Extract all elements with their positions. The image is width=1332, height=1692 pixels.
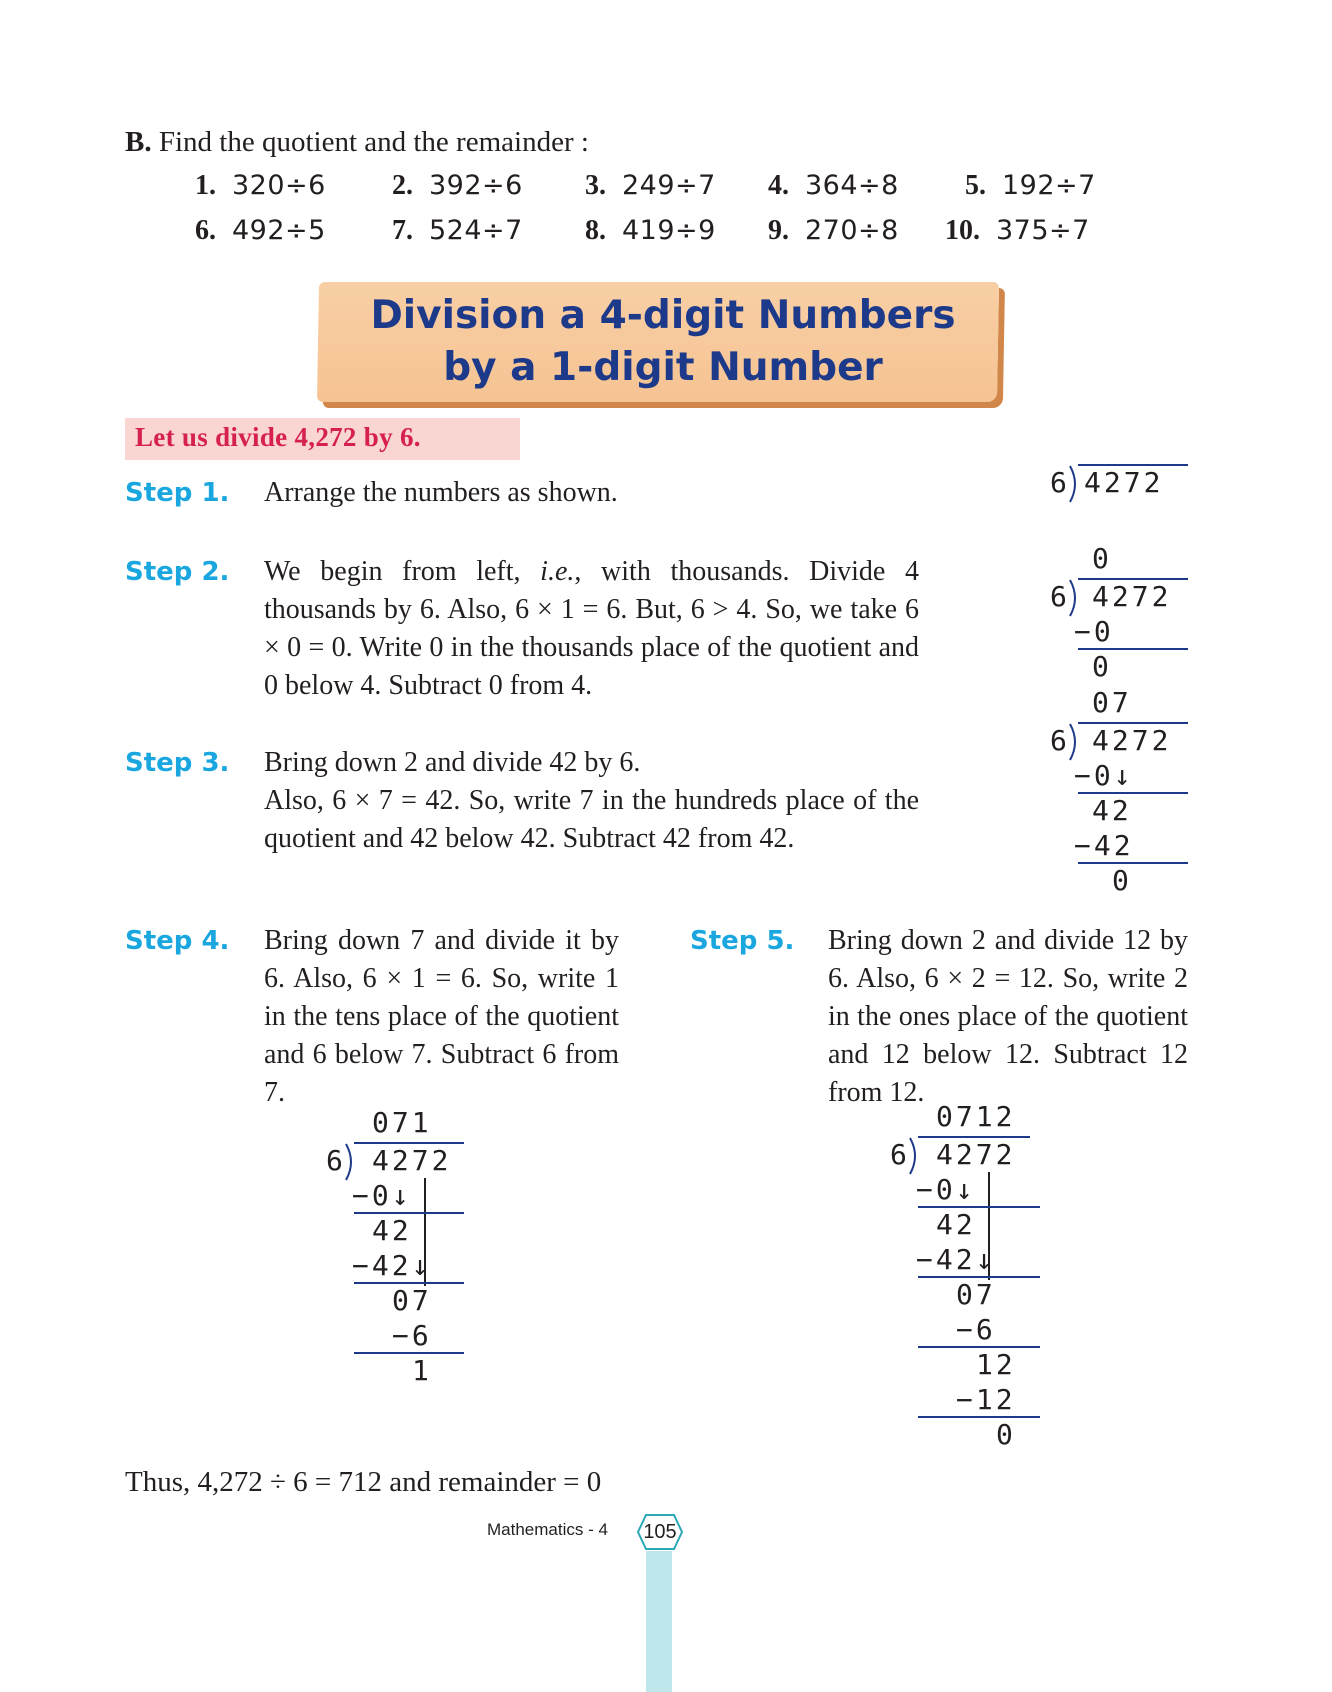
quotient: 071 xyxy=(372,1106,432,1139)
exercise-expression: 524÷7 xyxy=(429,215,523,246)
quotient: 0 xyxy=(1092,542,1112,575)
subtract-line xyxy=(1078,862,1188,864)
title-line-1: Division a 4-digit Numbers xyxy=(370,293,956,338)
difference-row: 42 xyxy=(1092,794,1132,827)
divisor: 6 xyxy=(1050,580,1070,613)
exercise-item xyxy=(195,170,326,202)
exercise-item xyxy=(585,215,716,247)
division-bracket-icon xyxy=(908,1136,922,1176)
exercise-item xyxy=(585,170,716,202)
subtract-row: −12 xyxy=(956,1383,1016,1416)
difference-row: 07 xyxy=(956,1278,996,1311)
division-bar xyxy=(1078,464,1188,466)
divisor: 6 xyxy=(1050,466,1070,499)
section-title xyxy=(318,290,1008,394)
divisor: 6 xyxy=(1050,724,1070,757)
step-5-label: Step 5. xyxy=(690,926,795,956)
division-step-1 xyxy=(1050,464,1190,514)
book-title: Mathematics - 4 xyxy=(487,1520,608,1539)
exercise-expression: 192÷7 xyxy=(1002,170,1096,201)
difference-row: 07 xyxy=(392,1284,432,1317)
dividend: 4272 xyxy=(1092,580,1172,613)
exercise-expression: 375÷7 xyxy=(996,215,1090,246)
title-line-2: by a 1-digit Number xyxy=(443,345,883,390)
exercise-number: 4. xyxy=(768,170,789,201)
exercise-number: 2. xyxy=(392,170,413,201)
dividend: 4272 xyxy=(1092,724,1172,757)
division-bracket-icon xyxy=(1068,464,1082,504)
step-4-label: Step 4. xyxy=(125,926,230,956)
dividend: 4272 xyxy=(936,1138,1016,1171)
remainder-row: 1 xyxy=(412,1354,432,1387)
exercise-number: 1. xyxy=(195,170,216,201)
exercise-number: 10. xyxy=(945,215,980,246)
step-1-label: Step 1. xyxy=(125,478,230,508)
exercise-item xyxy=(195,215,326,247)
exercise-number: 8. xyxy=(585,215,606,246)
divisor: 6 xyxy=(890,1138,910,1171)
subtract-row: −6 xyxy=(956,1313,996,1346)
page-number-text: 105 xyxy=(643,1521,677,1543)
difference-row: 42 xyxy=(936,1208,976,1241)
exercise-expression: 320÷6 xyxy=(232,170,326,201)
exercise-item xyxy=(392,215,523,247)
exercise-item xyxy=(965,170,1096,202)
intro-highlight xyxy=(125,418,520,460)
division-bracket-icon xyxy=(344,1142,358,1182)
exercise-heading xyxy=(125,126,589,159)
difference-row: 0 xyxy=(1092,650,1112,683)
step-2-text: We begin from left, i.e., with thousands. Divide 4 thousands by 6. Also, 6 × 1 = 6. But, 6 > 4. So, we take 6 × 0 = 0. Write 0 in the thousands place of the quotient and 0 below 4. Subtract 0 from 4. xyxy=(264,556,919,701)
section-instruction: Find the quotient and the remainder : xyxy=(158,126,589,158)
exercise-item xyxy=(768,215,899,247)
exercise-expression: 419÷9 xyxy=(622,215,716,246)
subtract-row: −42↓ xyxy=(916,1243,996,1276)
difference-row: 0 xyxy=(1112,864,1132,897)
subtract-row: −0↓ xyxy=(916,1173,976,1206)
divisor: 6 xyxy=(326,1144,346,1177)
exercise-item xyxy=(392,170,523,202)
ie-abbrev: i.e. xyxy=(540,556,575,587)
intro-text: Let us divide 4,272 by 6. xyxy=(135,422,421,452)
step-4-text: Bring down 7 and divide it by 6. Also, 6 × 1 = 6. So, write 1 in the tens place of the quotient and 6 below 7. Subtract 6 from 7. xyxy=(264,925,619,1108)
difference-row: 12 xyxy=(976,1348,1016,1381)
exercise-item xyxy=(945,215,1090,247)
exercise-number: 7. xyxy=(392,215,413,246)
dividend: 4272 xyxy=(372,1144,452,1177)
exercise-expression: 364÷8 xyxy=(805,170,899,201)
step-1-text: Arrange the numbers as shown. xyxy=(264,477,618,508)
subtract-row: −6 xyxy=(392,1319,432,1352)
exercise-item xyxy=(768,170,899,202)
exercise-expression: 392÷6 xyxy=(429,170,523,201)
remainder-row: 0 xyxy=(996,1418,1016,1451)
quotient: 0712 xyxy=(936,1100,1016,1133)
exercise-number: 5. xyxy=(965,170,986,201)
step-3-text: Bring down 2 and divide 42 by 6. Also, 6 × 7 = 42. So, write 7 in the hundreds place of the quotient and 42 below 42. Subtract 42 from 42. xyxy=(264,747,919,854)
division-bracket-icon xyxy=(1068,578,1082,618)
step-3-label: Step 3. xyxy=(125,748,230,778)
exercise-expression: 492÷5 xyxy=(232,215,326,246)
subtract-row: −0↓ xyxy=(1074,759,1134,792)
division-step-3 xyxy=(1050,686,1190,897)
exercise-number: 6. xyxy=(195,215,216,246)
exercise-expression: 270÷8 xyxy=(805,215,899,246)
difference-row: 42 xyxy=(372,1214,412,1247)
exercise-expression: 249÷7 xyxy=(622,170,716,201)
division-bracket-icon xyxy=(1068,722,1082,762)
division-step-5 xyxy=(890,1100,1050,1460)
subtract-row: −42↓ xyxy=(352,1249,432,1282)
page-number xyxy=(638,1515,682,1549)
section-label: B. xyxy=(125,126,152,158)
page-edge-tab xyxy=(646,1551,672,1692)
dividend: 4272 xyxy=(1084,466,1164,499)
division-step-4 xyxy=(326,1106,466,1386)
subtract-row: −42 xyxy=(1074,829,1134,862)
exercise-number: 3. xyxy=(585,170,606,201)
step-5-text: Bring down 2 and divide 12 by 6. Also, 6 × 2 = 12. So, write 2 in the ones place of the quotient and 12 below 12. Subtract 12 from 12. xyxy=(828,925,1188,1108)
subtract-line xyxy=(918,1416,1040,1418)
exercise-number: 9. xyxy=(768,215,789,246)
subtract-row: −0 xyxy=(1074,615,1114,648)
subtract-row: −0↓ xyxy=(352,1179,412,1212)
quotient: 07 xyxy=(1092,686,1132,719)
conclusion-text: Thus, 4,272 ÷ 6 = 712 and remainder = 0 xyxy=(125,1466,602,1498)
division-step-2 xyxy=(1050,542,1190,682)
step-2-label: Step 2. xyxy=(125,557,230,587)
subtract-line xyxy=(354,1352,464,1354)
